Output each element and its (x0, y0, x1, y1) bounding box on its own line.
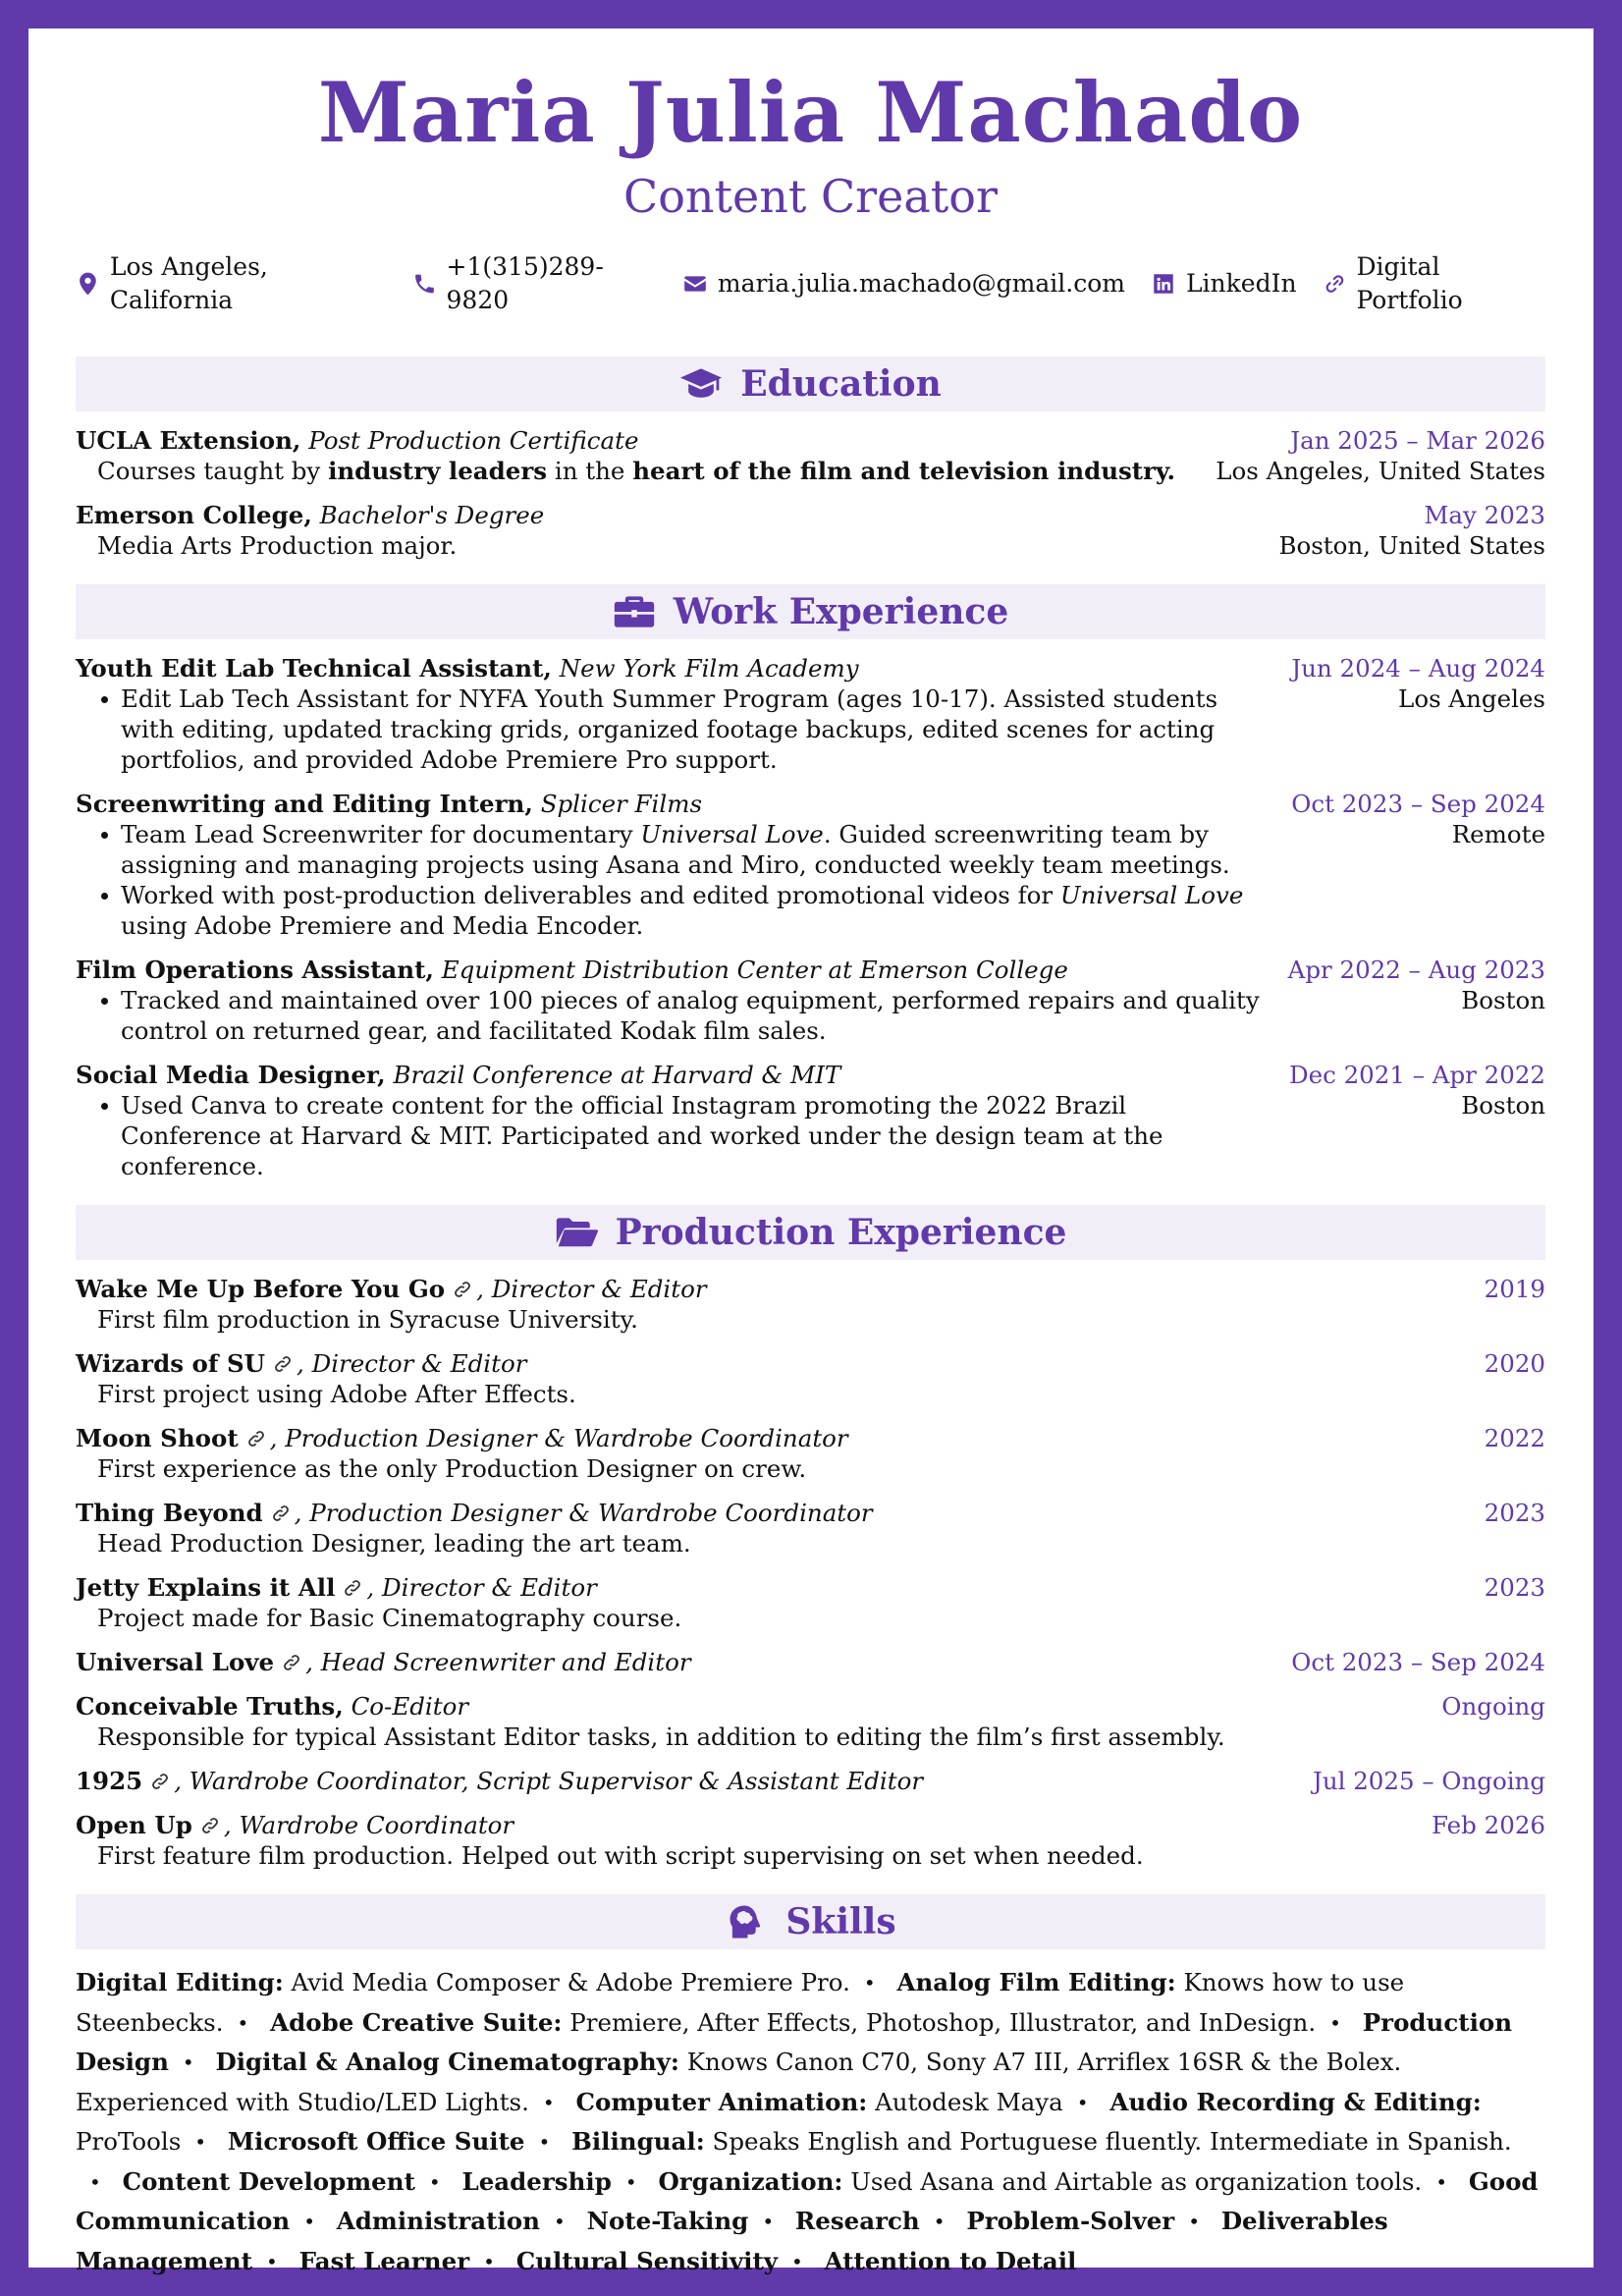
skill-item (123, 2167, 415, 2196)
skill-separator: • (863, 1971, 876, 1995)
skill-label: Note-Taking (586, 2207, 749, 2235)
production-entry (76, 1691, 1545, 1752)
contact-linkedin[interactable] (1151, 267, 1297, 301)
work-position: Youth Edit Lab Technical Assistant, (76, 654, 552, 683)
skill-text: Avid Media Composer & Adobe Premiere Pro. (283, 1968, 850, 1996)
production-title: Conceivable Truths, (76, 1692, 344, 1721)
skill-label: Digital Editing: (76, 1968, 284, 1996)
work-bullet: Edit Lab Tech Assistant for NYFA Youth Summer Program (ages 10-17). Assisted students with editing, updated tracking grids, organized footage backups, edited scenes for acting portfolios, and provided Adobe Premiere Pro support. (76, 683, 1270, 775)
skill-label: Bilingual: (571, 2127, 705, 2156)
education-heading: Education (740, 363, 942, 405)
production-title: Moon Shoot (76, 1424, 239, 1452)
skill-label: Production Design (76, 2007, 1513, 2076)
work-entry (76, 1060, 1545, 1181)
link-icon[interactable] (271, 1500, 291, 1519)
candidate-title: Content Creator (623, 170, 998, 223)
production-entry (76, 1647, 1545, 1677)
production-heading: Production Experience (615, 1212, 1067, 1253)
work-bullet: Worked with post-production deliverables and edited promotional videos for Universal Love using Adobe Premiere and Media Encoder. (76, 880, 1270, 941)
contact-email[interactable] (682, 267, 1125, 301)
work-entry (76, 789, 1545, 941)
skill-text: Used Asana and Airtable as organization tools. (842, 2166, 1423, 2196)
production-title: Wizards of SU (76, 1349, 266, 1378)
production-entry (76, 1274, 1545, 1335)
education-location: Boston, United States (1278, 531, 1545, 560)
resume-page (28, 28, 1594, 2275)
production-list (76, 1274, 1545, 1871)
skill-text: Autodesk Maya (867, 2087, 1063, 2116)
skill-separator: • (542, 2090, 555, 2114)
work-bullet: Tracked and maintained over 100 pieces of analog equipment, performed repairs and quality control on returned gear, and facilitated Kodak film sales. (76, 985, 1270, 1046)
skill-label: Research (794, 2207, 920, 2235)
skill-label: Organization: (658, 2166, 843, 2196)
production-title: Jetty Explains it All (76, 1573, 336, 1602)
production-title: Thing Beyond (76, 1499, 263, 1527)
contact-location (76, 250, 387, 317)
skill-item (516, 2247, 778, 2275)
skill-label: Digital & Analog Cinematography: (215, 2048, 679, 2076)
contact-phone[interactable] (412, 250, 657, 317)
skill-separator: • (237, 2010, 249, 2035)
work-bullet: Used Canva to create content for the official Instagram promoting the 2022 Brazil Conference at Harvard & MIT. Participated and worked under the design team at the conference. (76, 1090, 1270, 1181)
contact-email-text: maria.julia.machado@gmail.com (717, 269, 1125, 298)
work-location: Remote (1451, 820, 1545, 848)
education-degree: Post Production Certificate (308, 426, 639, 455)
skill-label: Microsoft Office Suite (227, 2127, 525, 2156)
production-date: 2023 (1484, 1573, 1545, 1602)
work-date: Apr 2022 – Aug 2023 (1287, 956, 1545, 984)
skill-item (576, 2088, 1063, 2116)
work-employer: New York Film Academy (559, 654, 859, 683)
production-entry (76, 1810, 1545, 1871)
production-role: , Director & Editor (366, 1573, 597, 1602)
education-description: Media Arts Production major. (97, 531, 458, 560)
work-entry (76, 653, 1545, 775)
contact-linkedin-text: LinkedIn (1185, 269, 1297, 298)
education-date: Jan 2025 – Mar 2026 (1290, 426, 1545, 455)
work-date: Dec 2021 – Apr 2022 (1288, 1061, 1545, 1089)
skill-separator: • (483, 2249, 495, 2273)
skill-item (270, 2008, 1316, 2037)
skill-separator: • (1329, 2010, 1341, 2035)
production-entry (76, 1572, 1545, 1633)
link-icon[interactable] (273, 1350, 293, 1370)
resume-content (76, 28, 1545, 2281)
work-location: Los Angeles (1398, 684, 1545, 713)
work-date: Oct 2023 – Sep 2024 (1291, 790, 1545, 818)
linkedin-icon (1151, 271, 1176, 297)
production-description: Head Production Designer, leading the art team. (97, 1529, 691, 1558)
folder-open-icon (555, 1214, 598, 1251)
skill-text: Premiere, After Effects, Photoshop, Illustrator, and InDesign. (562, 2007, 1317, 2037)
work-bullet: Team Lead Screenwriter for documentary Universal Love. Guided screenwriting team by assigning and managing projects using Asana and Miro, conducted weekly team meetings. (76, 819, 1270, 880)
skill-item (571, 2127, 1512, 2156)
contact-location-text: Los Angeles, California (109, 252, 268, 314)
work-location: Boston (1461, 986, 1545, 1014)
production-role: , Production Designer & Wardrobe Coordinator (269, 1424, 848, 1452)
education-org: Emerson College, (76, 501, 312, 529)
candidate-name: Maria Julia Machado (317, 64, 1304, 161)
education-entry (76, 425, 1545, 486)
skill-separator: • (194, 2130, 207, 2154)
skill-item (76, 1968, 850, 1996)
work-position: Film Operations Assistant, (76, 956, 434, 984)
skill-label: Content Development (122, 2166, 415, 2196)
skill-separator: • (624, 2169, 637, 2194)
skill-separator: • (538, 2130, 551, 2154)
production-date: 2019 (1484, 1275, 1545, 1303)
contact-phone-text: +1(315)289-9820 (446, 252, 604, 314)
production-description: First feature film production. Helped out with script supervising on set when needed. (97, 1841, 1144, 1870)
head-brain-icon (725, 1903, 768, 1941)
skill-separator: • (428, 2169, 441, 2194)
production-entry (76, 1348, 1545, 1409)
skill-separator: • (1076, 2090, 1089, 2114)
skill-label: Good Communication (76, 2166, 1539, 2235)
skill-item (461, 2167, 611, 2196)
skill-item (966, 2207, 1174, 2235)
production-date: Jul 2025 – Ongoing (1313, 1767, 1545, 1795)
link-icon (1323, 271, 1347, 297)
education-description: Courses taught by industry leaders in the heart of the film and television industry. (97, 457, 1175, 485)
link-icon[interactable] (150, 1768, 170, 1787)
production-entry (76, 1423, 1545, 1484)
production-date: Feb 2026 (1432, 1811, 1545, 1839)
skill-item (795, 2207, 920, 2235)
skill-separator: • (266, 2249, 278, 2273)
production-entry (76, 1498, 1545, 1558)
work-employer: Brazil Conference at Harvard & MIT (393, 1061, 841, 1089)
education-section-header (76, 356, 1545, 411)
skill-label: Fast Learner (298, 2246, 470, 2275)
skill-separator: • (553, 2210, 566, 2233)
work-date: Jun 2024 – Aug 2024 (1291, 654, 1545, 683)
skill-item (825, 2247, 1077, 2275)
skills-section-header (76, 1894, 1545, 1949)
production-date: 2020 (1484, 1349, 1545, 1378)
link-icon[interactable] (453, 1276, 472, 1295)
skill-label: Adobe Creative Suite: (270, 2007, 563, 2037)
location-pin-icon (76, 271, 100, 297)
production-title: Wake Me Up Before You Go (76, 1275, 446, 1303)
education-location: Los Angeles, United States (1216, 457, 1545, 485)
contact-portfolio[interactable] (1323, 250, 1545, 317)
skill-item (337, 2207, 540, 2235)
skill-separator: • (1435, 2169, 1448, 2194)
production-description: Project made for Basic Cinematography course. (97, 1604, 682, 1632)
production-role: , Head Screenwriter and Editor (305, 1648, 691, 1676)
skill-label: Administration (336, 2207, 540, 2235)
production-section-header (76, 1205, 1545, 1260)
work-position: Social Media Designer, (76, 1061, 386, 1089)
production-role: Co-Editor (351, 1692, 469, 1721)
work-employer: Equipment Distribution Center at Emerson College (441, 956, 1068, 984)
contact-bar (76, 250, 1545, 317)
education-degree: Bachelor's Degree (319, 501, 545, 529)
contact-portfolio-text: Digital Portfolio (1356, 252, 1463, 314)
skill-label: Audio Recording & Editing: (1109, 2087, 1482, 2116)
skill-text: Speaks English and Portuguese fluently. Intermediate in Spanish. (704, 2127, 1512, 2156)
link-icon[interactable] (246, 1425, 266, 1445)
skill-label: Deliverables Management (76, 2207, 1388, 2275)
production-date: 2022 (1484, 1424, 1545, 1452)
production-title: Universal Love (76, 1648, 275, 1676)
briefcase-icon (613, 593, 656, 630)
skill-label: Problem-Solver (966, 2207, 1175, 2235)
production-date: Oct 2023 – Sep 2024 (1291, 1648, 1545, 1676)
skill-separator: • (303, 2210, 315, 2233)
work-position: Screenwriting and Editing Intern, (76, 790, 533, 818)
link-icon[interactable] (282, 1649, 301, 1668)
skill-separator: • (791, 2249, 803, 2273)
production-date: Ongoing (1441, 1692, 1545, 1721)
production-entry (76, 1766, 1545, 1796)
work-section-header (76, 584, 1545, 639)
skill-item (299, 2247, 469, 2275)
education-org: UCLA Extension, (76, 426, 301, 455)
skill-label: Computer Animation: (575, 2087, 868, 2116)
education-date: May 2023 (1424, 501, 1545, 529)
production-description: First project using Adobe After Effects. (97, 1380, 576, 1408)
graduation-cap-icon (679, 365, 723, 403)
skill-text: ProTools (76, 2127, 182, 2156)
link-icon[interactable] (200, 1812, 220, 1831)
work-employer: Splicer Films (540, 790, 703, 818)
production-description: First film production in Syracuse University. (97, 1305, 638, 1334)
production-title: Open Up (76, 1811, 192, 1839)
work-location: Boston (1461, 1091, 1545, 1120)
work-heading: Work Experience (673, 591, 1009, 632)
skill-label: Analog Film Editing: (896, 1968, 1176, 1996)
education-entry (76, 500, 1545, 561)
work-entry (76, 955, 1545, 1046)
production-date: 2023 (1484, 1499, 1545, 1527)
production-role: , Wardrobe Coordinator, Script Supervisor & Assistant Editor (174, 1767, 924, 1795)
phone-icon (412, 271, 437, 297)
skills-heading: Skills (785, 1901, 896, 1942)
skill-separator: • (1188, 2210, 1201, 2233)
production-title: 1925 (76, 1767, 143, 1795)
production-role: , Director & Editor (476, 1275, 707, 1303)
production-role: , Wardrobe Coordinator (223, 1811, 514, 1839)
skill-text: Knows Canon C70, Sony A7 III, Arriflex 16SR & the Bolex. Experienced with Studio/LED Lights. (76, 2048, 1402, 2116)
skill-separator: • (762, 2210, 775, 2233)
link-icon[interactable] (343, 1574, 362, 1594)
skill-label: Leadership (461, 2166, 612, 2196)
production-description: First experience as the only Production Designer on crew. (97, 1454, 807, 1483)
skill-label: Attention to Detail (824, 2246, 1077, 2275)
skill-separator: • (89, 2169, 101, 2194)
skill-item (658, 2167, 1422, 2196)
skill-label: Cultural Sensitivity (515, 2246, 779, 2275)
skills-list (76, 1963, 1545, 2281)
skill-item (587, 2207, 749, 2235)
skill-separator: • (182, 2050, 194, 2074)
production-description: Responsible for typical Assistant Editor tasks, in addition to editing the film’s first assembly. (97, 1722, 1225, 1751)
envelope-icon (682, 271, 708, 297)
skill-text: Knows how to use Steenbecks. (76, 1968, 1405, 2037)
skill-item (228, 2127, 525, 2156)
skill-separator: • (933, 2210, 946, 2233)
production-role: , Production Designer & Wardrobe Coordinator (294, 1499, 873, 1527)
production-role: , Director & Editor (297, 1349, 527, 1378)
